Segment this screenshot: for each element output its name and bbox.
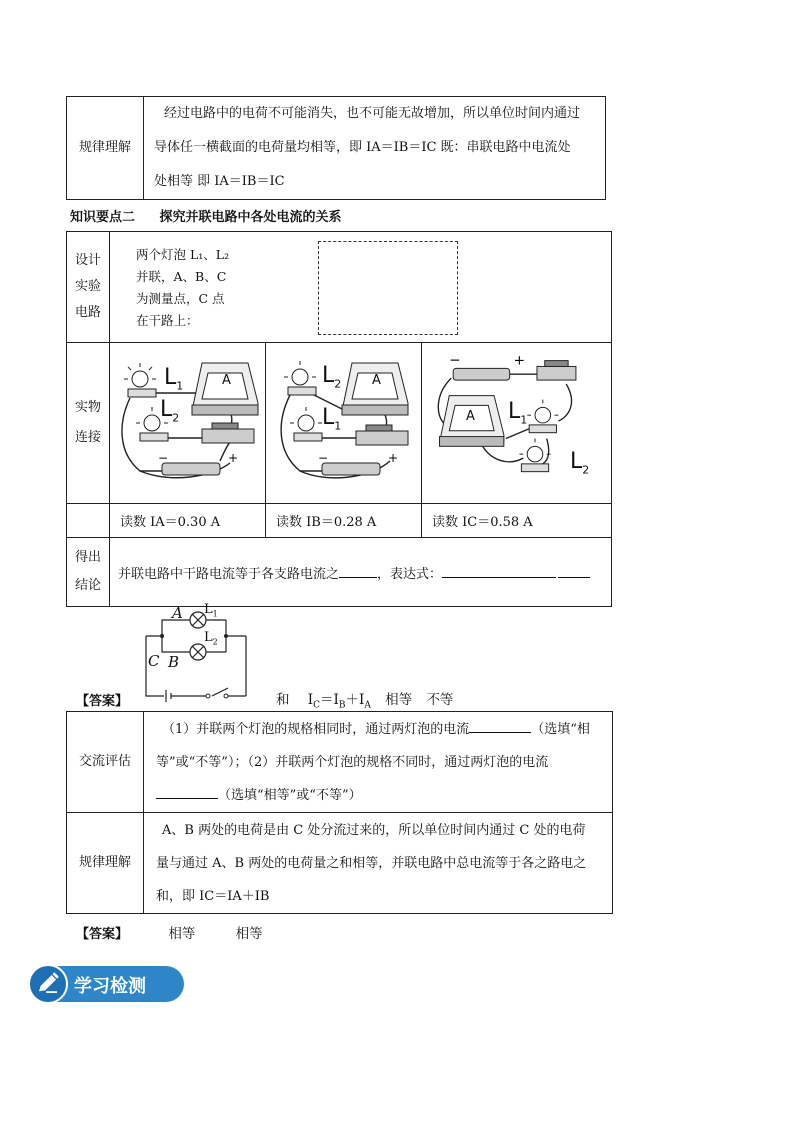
lamp-label-l1: $L_1$ bbox=[322, 405, 342, 433]
evaluation-line-2: 等”或“不等”）；（2）并联两个灯泡的规格不同时，通过两灯泡的电流 bbox=[156, 754, 549, 770]
lamp-label-l1: $L_1$ bbox=[164, 365, 184, 393]
blank-same-spec[interactable] bbox=[469, 720, 531, 733]
badge-title: 学习检测 bbox=[74, 976, 146, 997]
law-line-3: 处相等 即 IA＝IB＝IC bbox=[154, 174, 285, 189]
design-label-3: 电路 bbox=[74, 305, 101, 320]
conclusion-text: 并联电路中干路电流等于各支路电流之 bbox=[118, 566, 340, 582]
circuit-photo-a-icon bbox=[110, 343, 265, 499]
law-label-2: 规律理解 bbox=[67, 813, 144, 914]
law-label: 规律理解 bbox=[67, 97, 144, 200]
photo-circuit-b bbox=[266, 343, 422, 504]
point-b-label: B bbox=[168, 653, 180, 671]
ammeter-label: A bbox=[222, 373, 231, 388]
answer-2-word-1: 相等 bbox=[168, 926, 196, 942]
reading-a: 读数 IA＝0.30 A bbox=[110, 504, 266, 538]
evaluation-content bbox=[144, 712, 613, 813]
blank-diff-spec[interactable] bbox=[156, 786, 218, 799]
design-description bbox=[136, 244, 229, 332]
conclusion-label-2: 结论 bbox=[74, 578, 101, 593]
lamp-label-l2: $L_2$ bbox=[322, 363, 342, 391]
experiment-table bbox=[66, 231, 612, 607]
blank-expression[interactable] bbox=[442, 565, 556, 578]
blank-sum[interactable] bbox=[339, 565, 377, 578]
answer-1-content bbox=[276, 688, 453, 711]
section-heading bbox=[70, 206, 342, 225]
lamp-label-l2: $L_2$ bbox=[570, 449, 590, 477]
answer-2 bbox=[76, 922, 263, 942]
circuit-photo-b-icon bbox=[266, 343, 421, 499]
law-content-2 bbox=[144, 813, 613, 914]
design-label-1: 设计 bbox=[74, 253, 101, 268]
answer-formula: $I_C=I_B+I_A$ bbox=[307, 692, 371, 711]
blank-expression-2[interactable] bbox=[558, 565, 590, 578]
design-cell bbox=[110, 232, 612, 343]
conclusion-label bbox=[67, 538, 110, 607]
law-table-1 bbox=[66, 96, 606, 200]
section-number: 知识要点二 bbox=[70, 210, 136, 225]
conclusion-content bbox=[110, 538, 612, 607]
law2-line-3: 和，即 IC＝IA＋IB bbox=[156, 888, 270, 904]
lamp-label-l2: $L_2$ bbox=[160, 397, 180, 425]
svg-text:+: + bbox=[388, 451, 399, 465]
design-line: 并联，A、B、C bbox=[136, 269, 227, 284]
svg-text:−: − bbox=[449, 352, 461, 369]
evaluation-line-3: （选填“相等”或“不等”） bbox=[156, 779, 612, 812]
conclusion-label-1: 得出 bbox=[74, 550, 101, 565]
answer-word-2: 不等 bbox=[426, 692, 454, 708]
ammeter-label: A bbox=[466, 409, 475, 424]
svg-text:+: + bbox=[228, 451, 239, 465]
study-check-badge bbox=[28, 964, 184, 1004]
answer-and: 和 bbox=[276, 692, 290, 708]
law2-line-2: 量与通过 A、B 两处的电荷量之和相等，并联电路中总电流等于各之路电之 bbox=[156, 855, 587, 871]
answer-2-word-2: 相等 bbox=[235, 926, 263, 942]
svg-text:+: + bbox=[513, 352, 525, 369]
reading-c: 读数 IC＝0.58 A bbox=[422, 504, 612, 538]
answer-label-1: 【答案】 bbox=[76, 694, 129, 709]
point-a-label: A bbox=[172, 604, 183, 622]
object-label-1: 实物 bbox=[74, 400, 101, 415]
design-line: 在干路上： bbox=[136, 313, 199, 328]
pencil-icon bbox=[28, 964, 68, 1004]
design-line: 两个灯泡 L₁、L₂ bbox=[136, 247, 230, 262]
evaluation-label: 交流评估 bbox=[67, 712, 144, 813]
law-line-2: 导体任一横截面的电荷量均相等，即 IA＝IB＝IC 既：串联电路中电流处 bbox=[154, 140, 571, 155]
design-line: 为测量点，C 点 bbox=[136, 291, 225, 306]
object-label bbox=[67, 343, 110, 504]
reading-b: 读数 IB＝0.28 A bbox=[266, 504, 422, 538]
evaluation-line-1: （1）并联两个灯泡的规格相同时，通过两灯泡的电流 （选填“相 bbox=[162, 721, 590, 737]
answer-word-1: 相等 bbox=[385, 692, 413, 708]
photo-circuit-a bbox=[110, 343, 266, 504]
diagram-l2-label: $L_2$ bbox=[204, 630, 218, 647]
design-label bbox=[67, 232, 110, 343]
reading-spacer bbox=[67, 504, 110, 538]
ammeter-label: A bbox=[372, 373, 381, 388]
section-title: 探究并联电路中各处电流的关系 bbox=[159, 210, 342, 225]
law-line-1: 经过电路中的电荷不可能消失，也不可能无故增加，所以单位时间内通过 bbox=[164, 106, 581, 121]
lamp-label-l1: $L_1$ bbox=[508, 399, 528, 427]
diagram-l1-label: $L_1$ bbox=[204, 602, 218, 619]
answer-label-2: 【答案】 bbox=[76, 927, 129, 942]
point-c-label: C bbox=[148, 652, 160, 670]
svg-text:−: − bbox=[158, 451, 169, 465]
conclusion-text-expression: ，表达式： bbox=[377, 566, 443, 582]
design-label-2: 实验 bbox=[74, 279, 101, 294]
object-label-2: 连接 bbox=[74, 430, 101, 445]
svg-text:−: − bbox=[318, 451, 329, 465]
law-content bbox=[144, 97, 606, 200]
photo-circuit-c bbox=[422, 343, 612, 504]
evaluation-table bbox=[66, 711, 613, 914]
drawing-box bbox=[318, 241, 458, 335]
law2-line-1: A、B 两处的电荷是由 C 处分流过来的，所以单位时间内通过 C 处的电荷 bbox=[162, 822, 586, 838]
